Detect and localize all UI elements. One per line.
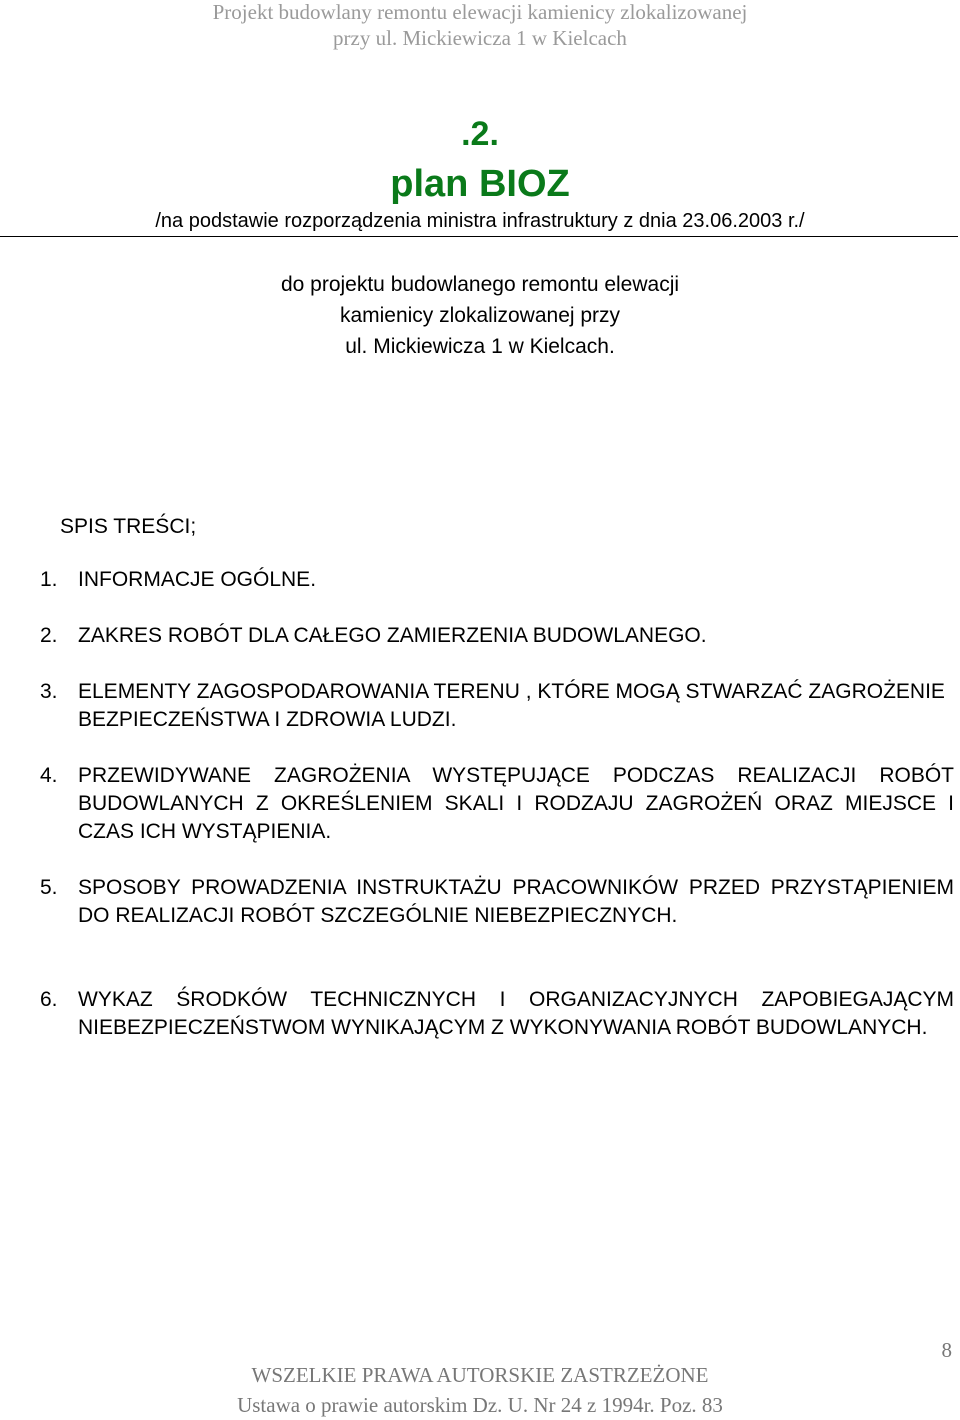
toc-heading: SPIS TREŚCI;: [60, 515, 197, 538]
toc-item-number: 5.: [40, 876, 58, 899]
toc-item-text: PRZEWIDYWANE ZAGROŻENIA WYSTĘPUJĄCE PODCZAS REALIZACJI ROBÓT BUDOWLANYCH Z OKREŚLENIEM SKALI I RODZAJU ZAGROŻEŃ ORAZ MIEJSCE I CZAS ICH WYSTĄPIENIA.: [78, 764, 954, 843]
toc-item-number: 6.: [40, 988, 58, 1011]
toc-item-5: [40, 874, 954, 930]
page-subtitle: /na podstawie rozporządzenia ministra infrastruktury z dnia 23.06.2003 r./: [155, 210, 805, 232]
toc-item-number: 2.: [40, 624, 58, 647]
toc-item-text: SPOSOBY PROWADZENIA INSTRUKTAŻU PRACOWNIKÓW PRZED PRZYSTĄPIENIEM DO REALIZACJI ROBÓT SZCZEGÓLNIE NIEBEZPIECZNYCH.: [78, 876, 954, 927]
toc-item-number: 1.: [40, 568, 58, 591]
toc-item-3: [40, 678, 954, 734]
toc-item-number: 4.: [40, 764, 58, 787]
toc-item-text: ZAKRES ROBÓT DLA CAŁEGO ZAMIERZENIA BUDOWLANEGO.: [78, 624, 707, 647]
page-number: 8: [941, 1338, 952, 1362]
project-line-1: do projektu budowlanego remontu elewacji: [280, 273, 680, 296]
section-number: .2.: [461, 115, 499, 153]
toc-item-1: [40, 566, 954, 594]
header-line-2: przy ul. Mickiewicza 1 w Kielcach: [333, 26, 627, 50]
page-title: plan BIOZ: [390, 163, 570, 205]
title-divider: [0, 236, 958, 237]
footer-law-reference: Ustawa o prawie autorskim Dz. U. Nr 24 z 1994r. Poz. 83: [237, 1393, 723, 1417]
project-line-2: kamienicy zlokalizowanej przy: [339, 304, 621, 327]
toc-item-2: [40, 622, 954, 650]
toc-item-text: WYKAZ ŚRODKÓW TECHNICZNYCH I ORGANIZACYJNYCH ZAPOBIEGAJĄCYM NIEBEZPIECZEŃSTWOM WYNIKAJĄCYM Z WYKONYWANIA ROBÓT BUDOWLANYCH.: [78, 988, 954, 1039]
header-line-1: Projekt budowlany remontu elewacji kamienicy zlokalizowanej: [212, 0, 748, 24]
project-line-3: ul. Mickiewicza 1 w Kielcach.: [345, 335, 615, 358]
footer-copyright: WSZELKIE PRAWA AUTORSKIE ZASTRZEŻONE: [251, 1363, 709, 1387]
toc-item-text: INFORMACJE OGÓLNE.: [78, 568, 317, 591]
toc-item-4: [40, 762, 954, 846]
toc-item-6: [40, 986, 954, 1042]
toc-item-text: ELEMENTY ZAGOSPODAROWANIA TERENU , KTÓRE MOGĄ STWARZAĆ ZAGROŻENIE BEZPIECZEŃSTWA I ZDROWIA LUDZI.: [78, 680, 945, 731]
toc-item-number: 3.: [40, 680, 58, 703]
